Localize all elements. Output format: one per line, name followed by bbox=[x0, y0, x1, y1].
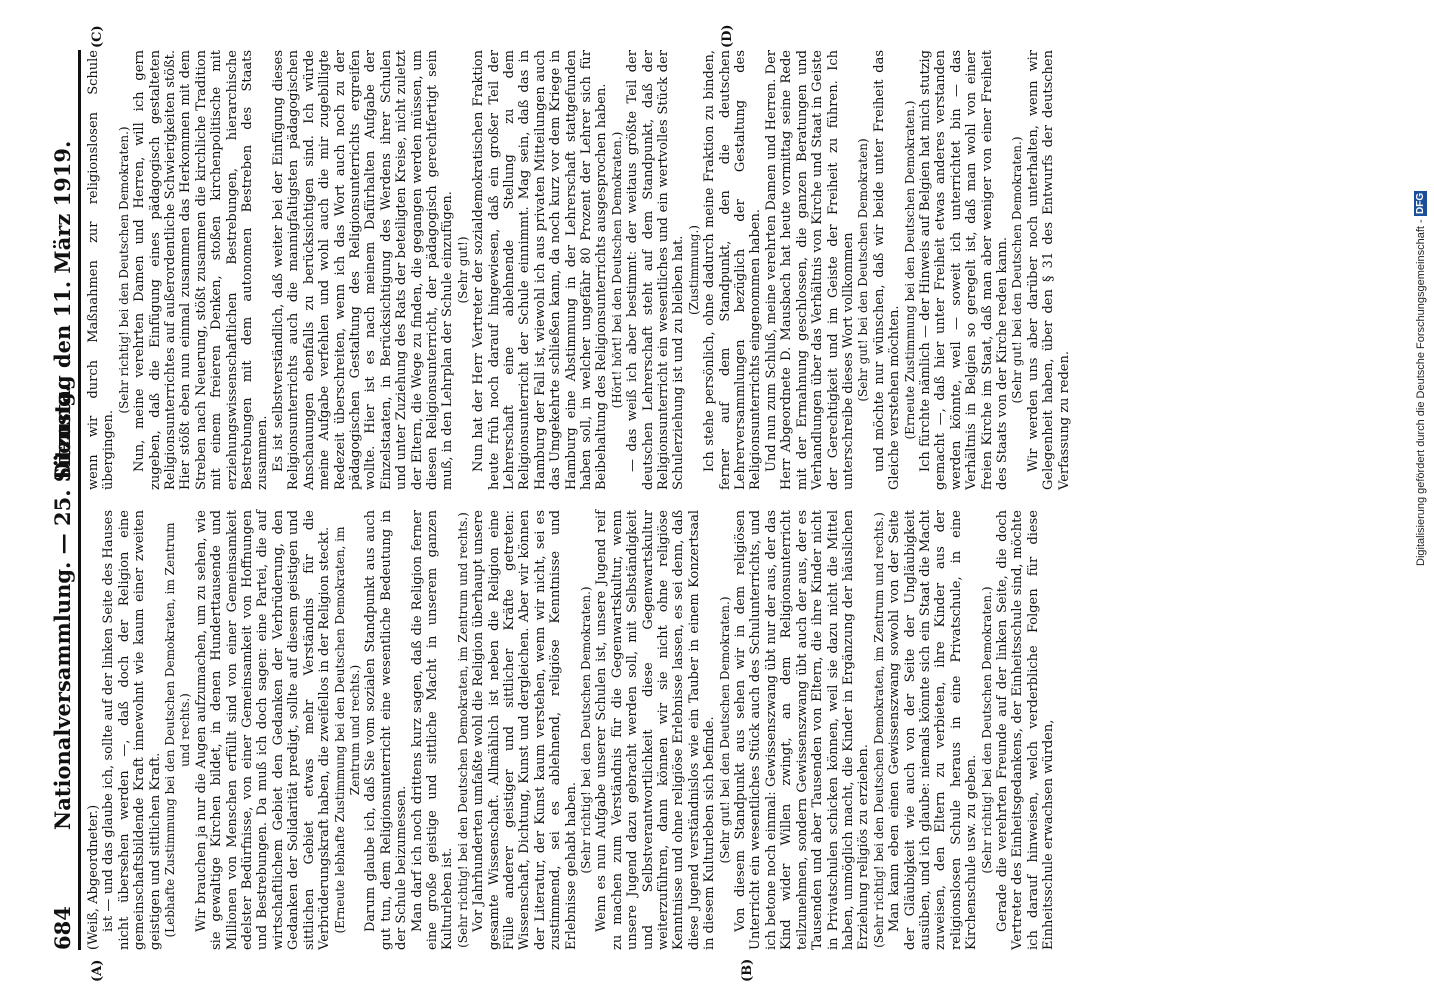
paragraph: Ich stehe persönlich, ohne dadurch meine Fraktion zu binden, ferner auf dem Standpunkt, den die deutschen Lehrerversammlungen bezüglich der Gestaltung des Religionsunterrichts eingenommen haben. bbox=[702, 50, 764, 490]
interjection: (Sehr richtig! bei den Deutschen Demokraten.) bbox=[979, 586, 994, 874]
paragraph: Wir werden uns aber darüber noch unterhalten, wenn wir Gelegenheit haben, über den § 31 des Entwurfs der deutschen Verfassung zu reden. bbox=[1025, 50, 1072, 490]
paragraph: ist — und das glaube ich, sollte auf der linken Seite des Hauses nicht übersehen werden —, daß doch der Religion eine gemeinschaftsbildende Kraft innewohnt wie kaum einer zweiten geistigen und sittlichen Kraft. bbox=[101, 510, 163, 950]
margin-marker-a: (A) bbox=[90, 959, 105, 982]
interjection: (Sehr richtig! bei den Deutschen Demokraten, im Zentrum und rechts.) bbox=[871, 512, 886, 948]
paragraph: Wenn es nun Aufgabe unserer Schulen ist, unsere Jugend reif zu machen zum Verständnis für die Gegenwartskultur, wenn unsere Jugend dazu gebracht werden soll, mit Selbständigkeit und Selbstverantwortlichkeit diese Gegenwartskultur weiterzuführen, dann können wir sie nicht ohne religiöse Kenntnisse und ohne religiöse Erlebnisse lassen, es sei denn, daß diese Jugend verständnislos wie ein Tauber in einem Konzertsaal in diesem Kulturleben sich befinde. bbox=[594, 510, 718, 950]
speaker-line: wenn wir durch Maßnahmen zur religionslosen Schule übergingen. bbox=[86, 50, 117, 490]
right-text-column bbox=[86, 50, 1072, 490]
paragraph: Darum glaube ich, daß Sie vom sozialen Standpunkt aus auch gut tun, dem Religionsunterricht eine wesentliche Bedeutung in der Schule beizumessen. bbox=[363, 510, 410, 950]
left-text-column bbox=[86, 510, 1057, 950]
interjection: (Sehr gut! bei den Deutschen Demokraten.) bbox=[1010, 136, 1025, 404]
interjection: (Erneute lebhafte Zustimmung bei den Deutschen Demokraten, im Zentrum und rechts.) bbox=[332, 526, 362, 934]
paragraph: Wir brauchen ja nur die Augen aufzumachen, um zu sehen, wie sie gewaltige Kirchen bildet, in denen Hunderttausende und Millionen von Menschen erfüllt sind von einer Gemeinsamkeit edelster Bedürfnisse, von einer Gemeinsamkeit von Hoffnungen und Bestrebungen. Da muß ich doch sagen: eine Partei, die auf wirtschaftlichem Gebiet den Gedanken der Verbrüderung, den Gedanken der Solidarität predigt, sollte auf diesem geistigen und sittlichen Gebiet etwas mehr Verständnis für die Verbrüderungskraft haben, die zweifellos in der Religion steckt. bbox=[193, 510, 333, 950]
paragraph: Gerade die verehrten Freunde auf der linken Seite, die doch Vertreter des Einheitsgedankens, der Einheitsschule sind, möchte ich darauf hinweisen, welch verderbliche Folgen für diese Einheitsschule erwachsen würden, bbox=[994, 510, 1057, 950]
paragraph: Es ist selbstverständlich, daß weiter bei der Einfügung dieses Religionsunterrichts auch die mannigfaltigsten pädagogischen Anschauungen ebenfalls zu berücksichtigen sind. Ich würde meine Aufgabe verfehlen und wohl auch die mir zugebilligte Redezeit überschreiten, wenn ich das Wort auch noch zu der pädagogischen Gestaltung des Religionsunterrichts ergreifen wollte. Hier ist es nach meinem Dafürhalten Aufgabe der Einzelstaaten, in Berücksichtigung des Werdens ihrer Schulen und unter Zuziehung des Rats der beteiligten Kreise, nicht zuletzt der Eltern, die Wege zu finden, die gegangen werden müssen, um diesen Religionsunterricht, der pädagogisch gerechtfertigt sein muß, in den Lehrplan der Schule einzufügen. bbox=[270, 50, 456, 490]
interjection: (Sehr gut! bei den Deutschen Demokraten) bbox=[856, 138, 871, 402]
digitization-note bbox=[1414, 6, 1427, 566]
page-number: 684 bbox=[50, 906, 75, 950]
paragraph: Man kann eben einen Gewissenszwang sowohl von der Seite der Gläubigkeit wie auch von der Seite der Ungläubigkeit ausüben, und ich glaube: niemals könnte sich ein Staat die Macht zuweisen, den Eltern zu verbieten, ihre Kinder aus der religionslosen Schule heraus in eine Privatschule, in eine Kirchenschule usw. zu geben. bbox=[887, 510, 980, 950]
paragraph: Ich fürchte nämlich — der Hinweis auf Belgien hat mich stutzig gemacht —, daß hier unter Freiheit etwas anderes verstanden werden könnte, weil — soweit ich unterrichtet bin — das Verhältnis in Belgien so geregelt ist, daß man wohl von einer freien Kirche im Staat, daß man aber weniger von einer Freiheit des Staats von der Kirche reden kann. bbox=[917, 50, 1010, 490]
paragraph: Nun, meine verehrten Damen und Herren, will ich gern zugeben, daß die Einfügung eines pädagogisch gestalteten Religionsunterrichtes auf außerordentliche Schwierigkeiten stößt. Hier stößt eben nun einmal zusammen das Herkommen mit dem Streben nach Neuerung, stößt zusammen die kirchliche Tradition mit einem freieren Denken, stoßen kirchenpolitische mit erziehungswissenschaftlichen Bestrebungen, hierarchische Bestrebungen mit dem autonomen Bestreben des Staats zusammen. bbox=[132, 50, 271, 490]
interjection: (Hört! hört! bei den Deutschen Demokraten.) bbox=[609, 131, 624, 409]
paragraph: Nun hat der Herr Vertreter der sozialdemokratischen Fraktion heute früh noch darauf hingewiesen, daß ein großer Teil der Lehrerschaft eine ablehnende Stellung zu dem Religionsunterricht der Schule einnimmt. Mag sein, daß das in Hamburg der Fall ist, wiewohl ich aus privaten Mitteilungen auch das Umgekehrte schließen kann, da noch kurz vor dem Kriege in Hamburg eine Abstimmung in der Lehrerschaft stattgefunden haben soll, in welcher ungefähr 80 Prozent der Lehrer sich für Beibehaltung des Religionsunterrichts ausgesprochen haben. bbox=[471, 50, 610, 490]
interjection: (Zustimmung.) bbox=[686, 225, 701, 315]
paragraph: Und nun zum Schluß, meine verehrten Damen und Herren. Der Herr Abgeordnete D. Mausbach hat heute vormittag seine Rede mit der Ermahnung geschlossen, die ganzen Beratungen und Verhandlungen über das Verhältnis von Kirche und Staat in Geiste der Gerechtigkeit und im Geiste der Freiheit zu führen. Ich unterschreibe dieses Wort vollkommen bbox=[763, 50, 856, 490]
paragraph: — das weiß ich aber bestimmt: der weitaus größte Teil der deutschen Lehrerschaft steht auf dem Standpunkt, daß der Religionsunterricht ein wesentliches und ein wertvolles Stück der Schulerziehung ist und zu bleiben hat. bbox=[625, 50, 687, 490]
interjection: (Sehr richtig! bei den Deutschen Demokraten, im Zentrum und rechts.) bbox=[455, 512, 470, 948]
interjection: (Sehr richtig! bei den Deutschen Demokraten.) bbox=[579, 586, 593, 874]
paragraph: Vor Jahrhunderten umfaßte wohl die Religion überhaupt unsere gesamte Wissenschaft. Allmählich ist neben die Religion eine Fülle anderer geistiger und sittlicher Kräfte getreten: Wissenschaft, Dichtung, Kunst und dergleichen. Aber wir können der Literatur, der Kunst kaum verstehen, wenn wir nicht, sei es zustimmend, sei es ablehnend, religiöse Kenntnisse und Erlebnisse gehabt haben. bbox=[471, 509, 579, 950]
paragraph: Man darf ich noch drittens kurz sagen, daß die Religion ferner eine große geistige und sittliche Macht in unserem ganzen Kulturleben ist. bbox=[409, 510, 456, 950]
interjection: (Sehr gut!) bbox=[455, 236, 470, 304]
session-title: Nationalversammlung. — 25. Sitzung. bbox=[50, 384, 75, 830]
dfg-logo: DFG bbox=[1415, 193, 1426, 215]
interjection: (Sehr richtig! bei den Deutschen Demokraten.) bbox=[116, 126, 131, 414]
margin-marker-c: (C) bbox=[90, 25, 105, 48]
paragraph: Von diesem Standpunkt aus sehen wir in dem religiösen Unterricht ein wesentliches Stück auch des Schulunterrichts, und ich betone noch einmal: Gewissenszwang übt nur der aus, der das Kind wider Willen zwingt, an dem Religionsunterricht teilzunehmen, sondern Gewissenszwang übt auch der aus, der es Tausenden und aber Tausenden von Eltern, die ihre Kinder nicht in Privatschulen schicken können, weil sie dazu nicht die Mittel haben, unmöglich macht, die Kinder in Ergänzung der häuslichen Erziehung religiös zu erziehen. bbox=[733, 510, 872, 950]
speaker-line: (Weiß, Abgeordneter.) bbox=[86, 804, 101, 950]
session-date: Dienstag den 11. März 1919. bbox=[50, 140, 75, 480]
margin-marker-d: (D) bbox=[720, 24, 735, 48]
paragraph: und möchte nur wünschen, daß wir beide unter Freiheit das Gleiche verstehen möchten. bbox=[871, 50, 903, 490]
interjection: (Sehr gut! bei den Deutschen Demokraten.) bbox=[717, 596, 732, 864]
interjection: (Erneute Zustimmung bei den Deutschen Demokraten.) bbox=[902, 100, 917, 440]
digitization-text: Digitalisierung gefördert durch die Deutsche Forschungsgemeinschaft - bbox=[1415, 219, 1427, 566]
page-header bbox=[48, 50, 81, 950]
interjection: (Lebhafte Zustimmung bei den Deutschen Demokraten, im Zentrum und rechts.) bbox=[163, 522, 193, 938]
margin-marker-b: (B) bbox=[740, 958, 755, 982]
